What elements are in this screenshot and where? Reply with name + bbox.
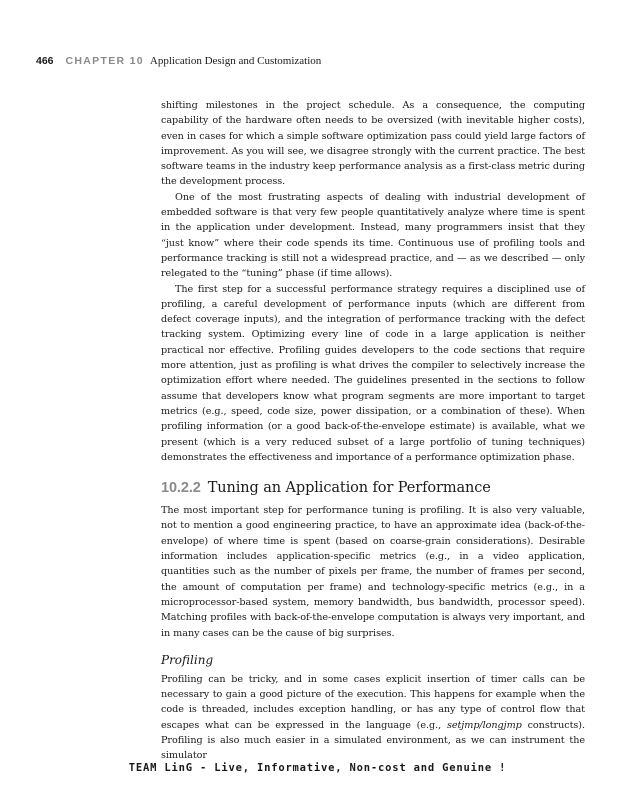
page-number: 466 — [36, 55, 54, 67]
paragraph-1: shifting milestones in the project schedule. As a consequence, the computing capability of the hardware often needs to be oversized (with inevitable higher costs), even in cases for which a simple software optimization pass could yield large factors of improvement. As you will see, we disagree strongly with the current practice. The best software teams in the industry keep performance analysis as a first-class metric during the development process. — [161, 100, 585, 188]
section-heading — [161, 480, 585, 496]
body-text — [161, 98, 585, 764]
section-title: Tuning an Application for Performance — [207, 480, 491, 497]
chapter-label: CHAPTER 10 — [65, 55, 144, 67]
footer-watermark: TEAM LinG - Live, Informative, Non-cost and Genuine ! — [128, 762, 507, 774]
paragraph-5-text-end: constructs). Profiling is also much easier in a simulated environment, as we can instrument the simulator — [161, 719, 585, 762]
paragraph-5-text-start: Profiling can be tricky, and in some cases explicit insertion of timer calls can be necessary to gain a good picture of the execution. This happens for example when the code is threaded, includes exception handling, or has any type of control flow that escapes what can be expressed in the language (e.g., — [161, 673, 585, 731]
section-number: 10.2.2 — [161, 480, 201, 497]
subsection-heading: Profiling — [161, 652, 214, 667]
paragraph-5-code-term: setjmp/longjmp — [446, 719, 522, 731]
paragraph-2: One of the most frustrating aspects of dealing with industrial development of embedded software is that very few people quantitatively analyze where time is spent in the application under development. Instead, many programmers insist that they “just know” where their code spends its time. Continuous use of profiling tools and performance tracking is still not a widespread practice, and — as we described — only relegated to the “tuning” phase (if time allows). — [161, 191, 585, 280]
paragraph-3: The first step for a successful performance strategy requires a disciplined use of profiling, a careful development of performance inputs (which are different from defect coverage inputs), and the integration of performance tracking with the defect tracking system. Optimizing every line of code in a large application is neither practical nor effective. Profiling guides developers to the code sections that require more attention, just as profiling is what drives the compiler to selectively increase the optimization effort where needed. The guidelines presented in the sections to follow assume that developers know what program segments are more important to target metrics (e.g., speed, code size, power dissipation, or a combination of these). When profiling information (or a good back-of-the-envelope estimate) is available, what we present (which is a very reduced subset of a large portfolio of tuning techniques) demonstrates the effectiveness and importance of a performance optimization phase. — [161, 283, 585, 463]
chapter-title: Application Design and Customization — [149, 55, 322, 67]
paragraph-5 — [161, 672, 585, 764]
paragraph-4: The most important step for performance tuning is profiling. It is also very valuable, not to mention a good engineering practice, to have an approximate idea (back-of-the-envelope) of where time is spent (based on coarse-grain considerations). Desirable information includes application-specific metrics (e.g., in a video application, quantities such as the number of pixels per frame, the number of frames per second, the amount of computation per frame) and technology-specific metrics (e.g., in a microprocessor-based system, memory bandwidth, bus bandwidth, processor speed). Matching profiles with back-of-the-envelope computation is always very important, and in many cases can be the cause of big surprises. — [161, 505, 585, 639]
running-header — [36, 55, 321, 67]
